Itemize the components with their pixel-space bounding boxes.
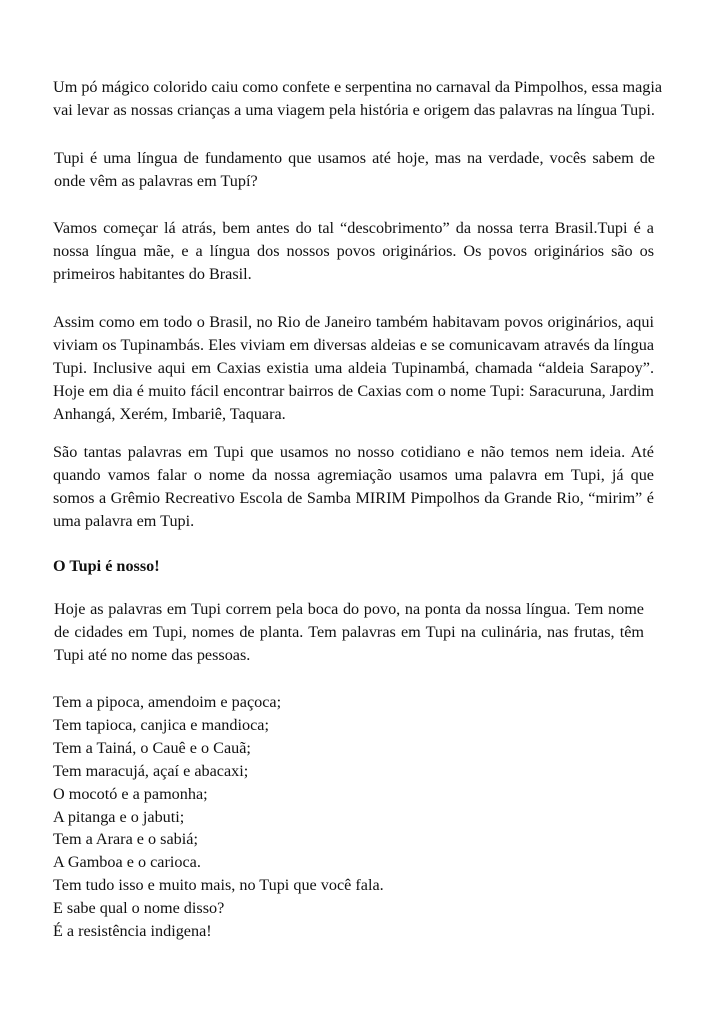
paragraph-intro: Um pó mágico colorido caiu como confete e serpentina no carnaval da Pimpolhos, essa magia vai levar as nossas crianças a uma viagem pela história e origem das palavras na língua Tupi. [53,78,663,119]
paragraph-tupi-fundamento: Tupi é uma língua de fundamento que usamos até hoje, mas na verdade, vocês sabem de onde vêm as palavras em Tupí? [54,149,655,190]
paragraph-tupinambas: Assim como em todo o Brasil, no Rio de Janeiro também habitavam povos originários, aqui viviam os Tupinambás. Eles viviam em diversas aldeias e se comunicavam através da língua Tupi. Inclusive aqui em Caxias existia uma aldeia Tupinambá, chamada “aldeia Sarapoy”. Hoje em dia é muito fácil encontrar bairros de Caxias com o nome Tupi: Saracuruna, Jardim Anhangá, Xerém, Imbariê, Taquara. [53,313,654,423]
poem-line: O mocotó e a pamonha; [53,784,208,803]
poem-line: Tem tudo isso e muito mais, no Tupi que você fala. [53,876,384,895]
section-heading: O Tupi é nosso! [53,557,160,575]
paragraph-boca-do-povo: Hoje as palavras em Tupi correm pela boca do povo, na ponta da nossa língua. Tem nome de cidades em Tupi, nomes de planta. Tem palavras em Tupi na culinária, nas frutas, têm Tupi até no nome das pessoas. [54,600,644,664]
poem-line: Tem tapioca, canjica e mandioca; [53,715,269,734]
poem-line: Tem a Tainá, o Cauê e o Cauã; [53,738,251,757]
poem-line: A Gamboa e o carioca. [53,853,201,872]
paragraph-descobrimento: Vamos começar lá atrás, bem antes do tal “descobrimento” da nossa terra Brasil.Tupi é a nossa língua mãe, e a língua dos nossos povos originários. Os povos originários são os primeiros habitantes do Brasil. [53,219,654,283]
poem-line: É a resistência indigena! [53,922,212,941]
paragraph-mirim: São tantas palavras em Tupi que usamos no nosso cotidiano e não temos nem ideia. Até quando vamos falar o nome da nossa agremiação usamos uma palavra em Tupi, já que somos a Grêmio Recreativo Escola de Samba MIRIM Pimpolhos da Grande Rio, “mirim” é uma palavra em Tupi. [53,443,654,530]
poem-line: A pitanga e o jabuti; [53,807,185,826]
poem-line: E sabe qual o nome disso? [53,899,225,918]
poem [53,691,384,943]
poem-line: Tem maracujá, açaí e abacaxi; [53,761,249,780]
poem-line: Tem a pipoca, amendoim e paçoca; [53,693,282,711]
poem-line: Tem a Arara e o sabiá; [53,830,198,849]
